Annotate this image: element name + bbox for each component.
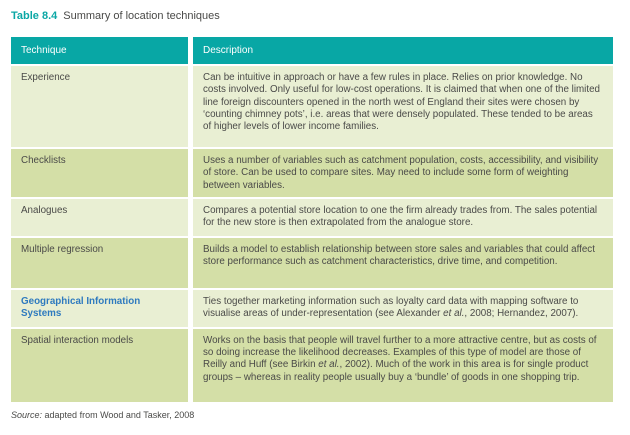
source-note <box>11 410 194 420</box>
source-text: adapted from Wood and Tasker, 2008 <box>42 410 195 420</box>
location-techniques-table <box>11 37 613 402</box>
table-header-row <box>11 37 613 64</box>
table-row-experience <box>11 66 613 147</box>
description-cell: Builds a model to establish relationship between store sales and variables that could affect store performance such as catchment characteristics, drive time, and competition. <box>193 238 613 288</box>
technique-cell: Checklists <box>11 149 188 197</box>
header-description: Description <box>193 37 613 64</box>
description-cell: Ties together marketing information such as loyalty card data with mapping software to visualise areas of under-representation (see Alexander et al., 2008; Hernandez, 2007). <box>193 290 613 327</box>
technique-cell: Multiple regression <box>11 238 188 288</box>
table-row-multiple-regression <box>11 238 613 288</box>
technique-cell: Experience <box>11 66 188 147</box>
source-label: Source: <box>11 410 43 420</box>
technique-cell: Spatial interaction models <box>11 329 188 402</box>
table-number: Table 8.4 <box>11 10 58 22</box>
table-row-analogues <box>11 199 613 236</box>
header-technique: Technique <box>11 37 188 64</box>
table-row-checklists <box>11 149 613 197</box>
technique-cell: Geographical Information Systems <box>11 290 188 327</box>
table-row-geographical-information-systems <box>11 290 613 327</box>
description-cell: Can be intuitive in approach or have a few rules in place. Relies on prior knowledge. No costs involved. Only useful for low-cost operations. It is claimed that when one of the limited line foreign discounters opened in the north west of England their sites were chosen by ‘counting chimney pots’, i.e. areas that were densely populated. These tended to be areas of higher levels of lower income families. <box>193 66 613 147</box>
description-cell: Compares a potential store location to one the firm already trades from. The sales potential for the new store is then extrapolated from the analogue store. <box>193 199 613 236</box>
technique-cell: Analogues <box>11 199 188 236</box>
table-caption: Summary of location techniques <box>63 10 220 22</box>
table-title <box>11 9 220 23</box>
description-cell: Works on the basis that people will travel further to a more attractive centre, but as costs of so doing increase the likelihood decreases. Examples of this type of model are those of Reilly and Huff (see Birkin et al., 2002). Much of the work in this area is for single product groups – whereas in reality people usually buy a ‘bundle’ of goods in one shopping trip. <box>193 329 613 402</box>
description-cell: Uses a number of variables such as catchment population, costs, accessibility, and visibility of store. Can be used to compare sites. May need to include some form of weighting between variables. <box>193 149 613 197</box>
table-row-spatial-interaction-models <box>11 329 613 402</box>
